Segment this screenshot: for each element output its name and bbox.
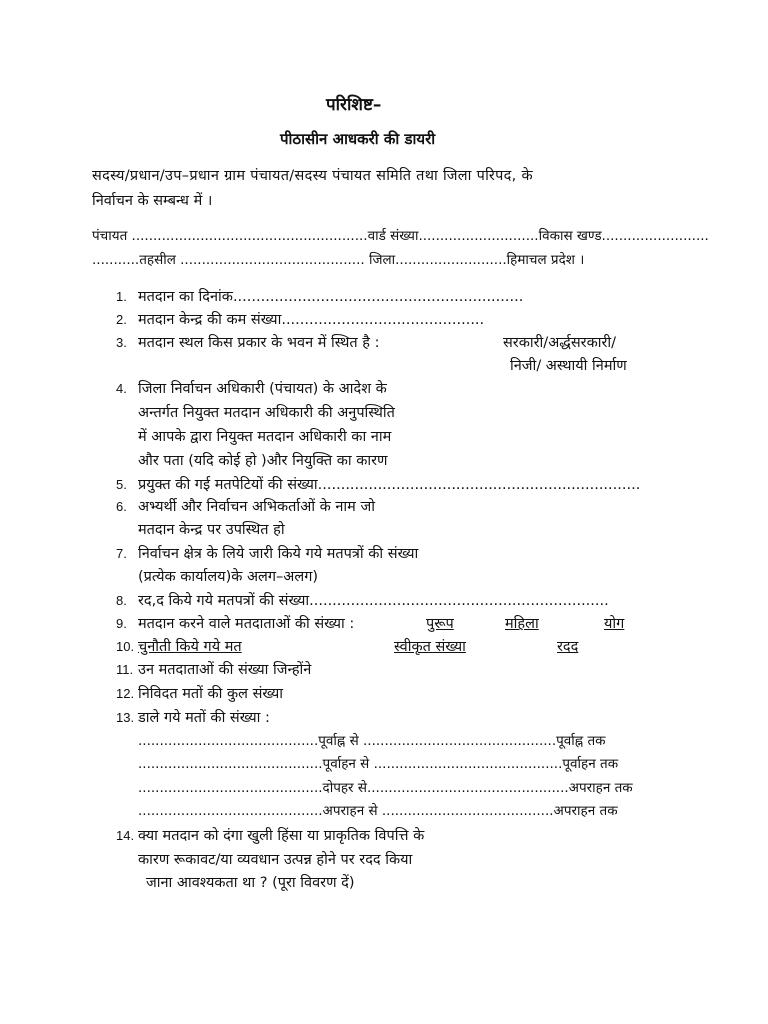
item-text: निविदत मतों की कुल संख्या [138,686,284,702]
item-text: मतदान का दिनांक............................................................... [138,289,524,305]
item-number: 2. [116,312,127,327]
item-number: 4. [116,381,127,396]
item-5 [116,474,640,494]
item-text: चुनौती किये गये मत [138,639,242,655]
item-8 [116,590,609,610]
item-text: अभ्यर्थी और निर्वाचन अभिकर्ताओं के नाम जो [138,499,375,515]
item-2 [116,309,484,329]
item-10 [116,636,242,656]
item-9-col-female: महिला [505,616,539,632]
item-1 [116,286,523,306]
item-10-col-accepted: स्वीकृत संख्या [394,639,466,655]
item-11 [116,659,311,679]
location-line-2: ...........तहसील ........................................... जिला..........................हिमाचल प्रदेश । [92,252,585,268]
item-text: क्या मतदान को दंगा खुली हिंसा या प्राकृतिक विपत्ति के [138,828,425,844]
item-13-row-1: ..........................................पूर्वाह्न से .............................................पूर्वाह्न तक [138,733,606,749]
item-text: प्रयुक्त की गई मतपेटियों की संख्या...................................................................... [138,477,641,493]
item-4-line-3: में आपके द्वारा नियुक्त मतदान अधिकारी का नाम [138,429,392,445]
item-9-col-total: योग [604,616,625,632]
item-14-line-3: जाना आवश्यकता था ? (पूरा विवरण दें) [146,875,355,891]
item-number: 8. [116,593,127,608]
item-6-line-2: मतदान केन्द्र पर उपस्थित हो [138,522,285,538]
item-7 [116,543,418,563]
page-title: परिशिष्ट– [326,95,382,115]
item-number: 12. [116,686,135,701]
item-13 [116,707,270,727]
item-3-option-2: निजी/ अस्थायी निर्माण [510,358,627,374]
item-text: मतदान करने वाले मतदाताओं की संख्या : [138,616,355,632]
item-number: 3. [116,335,127,350]
item-text: रद,द किये गये मतपत्रों की संख्या................................................................. [138,593,609,609]
item-text: मतदान स्थल किस प्रकार के भवन में स्थित है : [138,335,380,351]
item-text: मतदान केन्द्र की कम संख्या............................................ [138,312,485,328]
item-number: 6. [116,499,127,514]
item-4 [116,378,387,398]
item-text: निर्वाचन क्षेत्र के लिये जारी किये गये मतपत्रों की संख्या [138,546,419,562]
item-13-row-2: ...........................................पूर्वाहन से ............................................पूर्वाहन तक [138,756,619,772]
location-line-1: पंचायत .......................................................वार्ड संख्या............................विकास खण्ड......................... [92,228,709,244]
item-10-col-rejected: रदद [557,639,579,655]
intro-line-1: सदस्य/प्रधान/उप–प्रधान ग्राम पंचायत/सदस्य पंचायत समिति तथा जिला परिपद, के [92,168,533,184]
intro-line-2: निर्वाचन के सम्बन्ध में । [92,193,213,209]
item-4-line-4: और पता (यदि कोई हो )और नियुक्ति का कारण [138,453,388,469]
item-text: उन मतदाताओं की संख्या जिन्होंने [138,662,312,678]
item-14-line-2: कारण रूकावट/या व्यवधान उत्पन्न होने पर रदद किया [138,852,413,868]
item-text: जिला निर्वाचन अधिकारी (पंचायत) के आदेश के [138,381,387,397]
item-14 [116,825,424,845]
item-7-line-2: (प्रत्येक कार्यालय)के अलग–अलग) [138,569,319,585]
page-subtitle: पीठासीन आधकरी की डायरी [280,130,436,148]
item-9-col-male: पुरूप [426,616,454,632]
item-number: 11. [116,662,134,677]
item-number: 1. [116,289,127,304]
item-9 [116,613,354,633]
item-13-row-3: ...........................................दोपहर से...............................................अपराहन तक [138,780,633,796]
item-text: डाले गये मतों की संख्या : [138,710,270,726]
item-12 [116,683,283,703]
item-number: 7. [116,546,127,561]
item-13-row-4: ...........................................अपराहन से ........................................अपराहन तक [138,803,618,819]
item-number: 9. [116,616,127,631]
item-3-option-1: सरकारी/अर्द्धसरकारी/ [503,335,617,351]
item-4-line-2: अन्तर्गत नियुक्त मतदान अधिकारी की अनुपस्थिति [138,405,395,421]
item-number: 10. [116,639,135,654]
item-number: 14. [116,828,135,843]
item-3 [116,332,379,352]
item-6 [116,496,375,516]
item-number: 13. [116,710,135,725]
item-number: 5. [116,477,127,492]
